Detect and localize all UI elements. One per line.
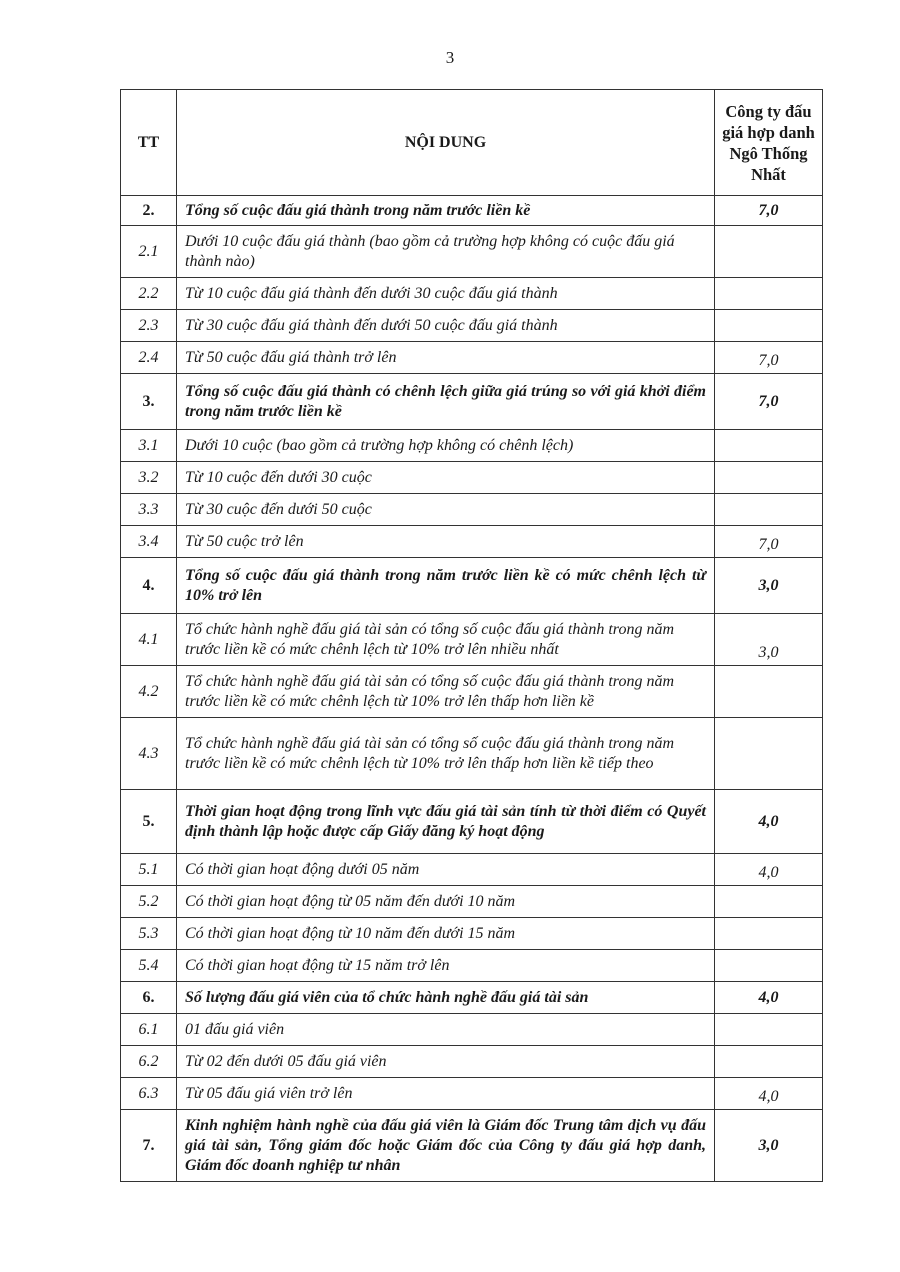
row-number: 4.1 xyxy=(121,614,177,666)
row-content: Có thời gian hoạt động từ 05 năm đến dưới 10 năm xyxy=(177,886,715,918)
row-content: Tổng số cuộc đấu giá thành trong năm trước liền kề xyxy=(177,196,715,226)
header-organization: Công ty đấu giá hợp danh Ngô Thống Nhất xyxy=(715,90,823,196)
row-number: 4.2 xyxy=(121,666,177,718)
table-section-row xyxy=(121,790,823,854)
row-content: Từ 10 cuộc đấu giá thành đến dưới 30 cuộc đấu giá thành xyxy=(177,278,715,310)
row-number: 3.3 xyxy=(121,494,177,526)
row-number: 2.2 xyxy=(121,278,177,310)
row-content: Tổng số cuộc đấu giá thành trong năm trước liền kề có mức chênh lệch từ 10% trở lên xyxy=(177,558,715,614)
row-content: Từ 50 cuộc trở lên xyxy=(177,526,715,558)
row-number: 3.2 xyxy=(121,462,177,494)
row-content: Số lượng đấu giá viên của tổ chức hành nghề đấu giá tài sản xyxy=(177,982,715,1014)
row-score: 4,0 xyxy=(715,1078,823,1110)
row-score xyxy=(715,462,823,494)
table-row xyxy=(121,918,823,950)
row-number: 4.3 xyxy=(121,718,177,790)
row-score: 4,0 xyxy=(715,982,823,1014)
row-score xyxy=(715,430,823,462)
row-number: 6.2 xyxy=(121,1046,177,1078)
row-content: Tổ chức hành nghề đấu giá tài sản có tổng số cuộc đấu giá thành trong năm trước liền kề có mức chênh lệch từ 10% trở lên thấp hơn liền kề xyxy=(177,666,715,718)
row-score xyxy=(715,918,823,950)
header-tt: TT xyxy=(121,90,177,196)
row-content: Tổng số cuộc đấu giá thành có chênh lệch giữa giá trúng so với giá khởi điểm trong năm trước liền kề xyxy=(177,374,715,430)
scoring-table xyxy=(120,89,823,1182)
row-content: Từ 10 cuộc đến dưới 30 cuộc xyxy=(177,462,715,494)
row-score: 7,0 xyxy=(715,342,823,374)
row-score xyxy=(715,950,823,982)
table-row xyxy=(121,278,823,310)
row-score: 3,0 xyxy=(715,614,823,666)
table-row xyxy=(121,430,823,462)
row-score: 7,0 xyxy=(715,374,823,430)
table-row xyxy=(121,666,823,718)
table-row xyxy=(121,310,823,342)
row-score: 7,0 xyxy=(715,196,823,226)
header-content: NỘI DUNG xyxy=(177,90,715,196)
table-row xyxy=(121,614,823,666)
table-body xyxy=(121,196,823,1182)
row-number: 2. xyxy=(121,196,177,226)
row-content: Từ 30 cuộc đấu giá thành đến dưới 50 cuộc đấu giá thành xyxy=(177,310,715,342)
table-row xyxy=(121,950,823,982)
row-score xyxy=(715,226,823,278)
row-content: Có thời gian hoạt động từ 15 năm trở lên xyxy=(177,950,715,982)
row-score: 4,0 xyxy=(715,790,823,854)
table-section-row xyxy=(121,1110,823,1182)
row-score xyxy=(715,666,823,718)
row-number: 2.3 xyxy=(121,310,177,342)
table-row xyxy=(121,494,823,526)
table-row xyxy=(121,718,823,790)
row-content: Từ 05 đấu giá viên trở lên xyxy=(177,1078,715,1110)
row-number: 5. xyxy=(121,790,177,854)
table-section-row xyxy=(121,982,823,1014)
table-row xyxy=(121,886,823,918)
row-number: 6.1 xyxy=(121,1014,177,1046)
row-number: 3.1 xyxy=(121,430,177,462)
row-number: 5.3 xyxy=(121,918,177,950)
row-score: 3,0 xyxy=(715,1110,823,1182)
table-section-row xyxy=(121,374,823,430)
table-row xyxy=(121,462,823,494)
row-score: 4,0 xyxy=(715,854,823,886)
row-content: Tổ chức hành nghề đấu giá tài sản có tổng số cuộc đấu giá thành trong năm trước liền kề có mức chênh lệch từ 10% trở lên nhiều nhất xyxy=(177,614,715,666)
row-content: Dưới 10 cuộc đấu giá thành (bao gồm cả trường hợp không có cuộc đấu giá thành nào) xyxy=(177,226,715,278)
row-score xyxy=(715,1046,823,1078)
row-score xyxy=(715,886,823,918)
table-header-row xyxy=(121,90,823,196)
row-content: Thời gian hoạt động trong lĩnh vực đấu giá tài sản tính từ thời điểm có Quyết định thành lập hoặc được cấp Giấy đăng ký hoạt động xyxy=(177,790,715,854)
row-score: 3,0 xyxy=(715,558,823,614)
row-number: 2.4 xyxy=(121,342,177,374)
row-number: 6.3 xyxy=(121,1078,177,1110)
row-content: Tổ chức hành nghề đấu giá tài sản có tổng số cuộc đấu giá thành trong năm trước liền kề có mức chênh lệch từ 10% trở lên thấp hơn liền kề tiếp theo xyxy=(177,718,715,790)
row-score xyxy=(715,310,823,342)
table-row xyxy=(121,226,823,278)
table-row xyxy=(121,854,823,886)
row-content: Dưới 10 cuộc (bao gồm cả trường hợp không có chênh lệch) xyxy=(177,430,715,462)
page-number: 3 xyxy=(445,48,455,67)
row-number: 5.2 xyxy=(121,886,177,918)
row-content: Từ 02 đến dưới 05 đấu giá viên xyxy=(177,1046,715,1078)
table-row xyxy=(121,1046,823,1078)
row-number: 7. xyxy=(121,1110,177,1182)
row-number: 3.4 xyxy=(121,526,177,558)
row-content: Từ 50 cuộc đấu giá thành trở lên xyxy=(177,342,715,374)
row-number: 5.1 xyxy=(121,854,177,886)
table-row xyxy=(121,342,823,374)
row-content: Có thời gian hoạt động từ 10 năm đến dưới 15 năm xyxy=(177,918,715,950)
row-content: Có thời gian hoạt động dưới 05 năm xyxy=(177,854,715,886)
row-number: 3. xyxy=(121,374,177,430)
table-row xyxy=(121,1014,823,1046)
row-score xyxy=(715,278,823,310)
table-section-row xyxy=(121,196,823,226)
row-score xyxy=(715,494,823,526)
row-number: 6. xyxy=(121,982,177,1014)
row-content: Kinh nghiệm hành nghề của đấu giá viên là Giám đốc Trung tâm dịch vụ đấu giá tài sản, Tổng giám đốc hoặc Giám đốc của Công ty đấu giá hợp danh, Giám đốc doanh nghiệp tư nhân xyxy=(177,1110,715,1182)
table-section-row xyxy=(121,558,823,614)
row-score xyxy=(715,718,823,790)
row-score: 7,0 xyxy=(715,526,823,558)
row-content: 01 đấu giá viên xyxy=(177,1014,715,1046)
row-number: 2.1 xyxy=(121,226,177,278)
table-row xyxy=(121,1078,823,1110)
table-row xyxy=(121,526,823,558)
row-number: 5.4 xyxy=(121,950,177,982)
row-score xyxy=(715,1014,823,1046)
row-number: 4. xyxy=(121,558,177,614)
row-content: Từ 30 cuộc đến dưới 50 cuộc xyxy=(177,494,715,526)
